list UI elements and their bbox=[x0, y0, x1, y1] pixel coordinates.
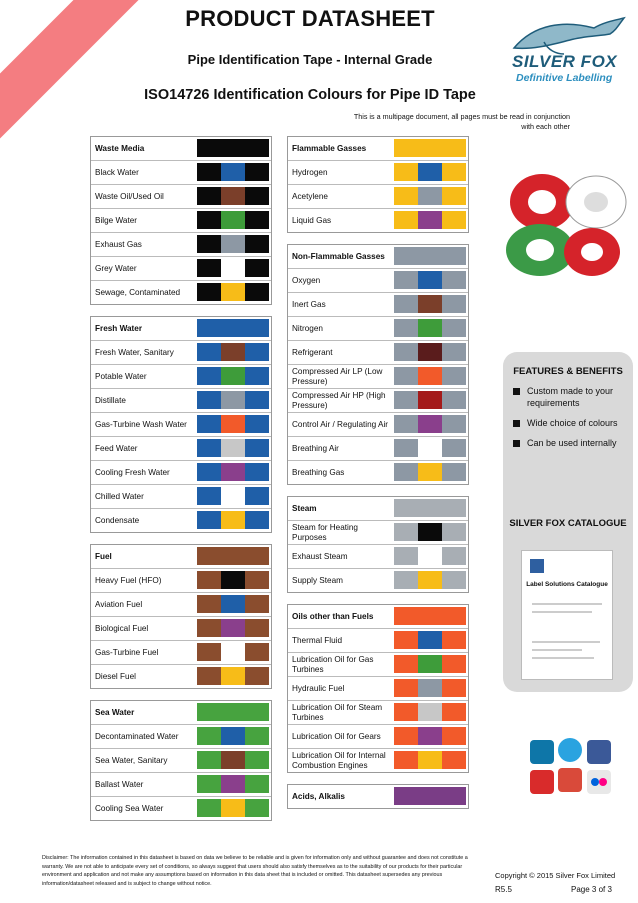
logo-brand: SILVER FOX bbox=[512, 52, 618, 71]
colour-code-swatch bbox=[197, 511, 269, 529]
colour-row bbox=[91, 209, 271, 233]
colour-code-swatch bbox=[394, 211, 466, 229]
colour-code-swatch bbox=[197, 463, 269, 481]
colour-row bbox=[288, 161, 468, 185]
section-title: Acids, Alkalis bbox=[292, 791, 345, 801]
colour-code-swatch bbox=[197, 799, 269, 817]
colour-row bbox=[91, 341, 271, 365]
media-label: Nitrogen bbox=[292, 323, 323, 333]
section-header-row bbox=[91, 545, 271, 569]
catalogue-cover-title: Label Solutions Catalogue bbox=[526, 581, 608, 588]
catalogue-text-line bbox=[532, 641, 600, 643]
colour-row bbox=[288, 701, 468, 725]
colour-row bbox=[288, 365, 468, 389]
media-label: Heavy Fuel (HFO) bbox=[95, 575, 162, 585]
twitter-icon[interactable] bbox=[558, 738, 582, 762]
section-title: Fuel bbox=[95, 551, 112, 561]
media-label: Black Water bbox=[95, 167, 139, 177]
media-label: Inert Gas bbox=[292, 299, 326, 309]
colour-code-swatch bbox=[394, 463, 466, 481]
colour-row bbox=[91, 185, 271, 209]
colour-code-swatch bbox=[394, 679, 466, 697]
left-colour-table bbox=[90, 136, 272, 832]
features-heading: FEATURES & BENEFITS bbox=[513, 366, 623, 377]
colour-section bbox=[287, 244, 469, 485]
tape-rolls-image bbox=[500, 150, 635, 290]
media-label: Hydraulic Fuel bbox=[292, 683, 345, 693]
colour-code-swatch bbox=[197, 391, 269, 409]
media-label: Lubrication Oil for Internal Combustion Engines bbox=[292, 751, 386, 770]
base-colour-swatch bbox=[394, 607, 466, 625]
section-title: Non-Flammable Gasses bbox=[292, 251, 385, 261]
colour-code-swatch bbox=[394, 391, 466, 409]
colour-code-swatch bbox=[197, 727, 269, 745]
media-label: Lubrication Oil for Steam Turbines bbox=[292, 703, 383, 722]
base-colour-swatch bbox=[197, 319, 269, 337]
media-label: Gas-Turbine Wash Water bbox=[95, 419, 187, 429]
googleplus-icon[interactable] bbox=[558, 768, 582, 792]
colour-section bbox=[90, 544, 272, 689]
media-label: Control Air / Regulating Air bbox=[292, 419, 389, 429]
colour-code-swatch bbox=[197, 667, 269, 685]
colour-code-swatch bbox=[197, 619, 269, 637]
colour-code-swatch bbox=[394, 703, 466, 721]
logo-tagline: Definitive Labelling bbox=[516, 72, 613, 84]
feature-item: Custom made to your requirements bbox=[513, 385, 631, 409]
media-label: Gas-Turbine Fuel bbox=[95, 647, 159, 657]
media-label: Lubrication Oil for Gears bbox=[292, 731, 381, 741]
colour-row bbox=[91, 161, 271, 185]
section-title: Oils other than Fuels bbox=[292, 611, 374, 621]
section-header-row bbox=[91, 317, 271, 341]
catalogue-text-line bbox=[532, 657, 594, 659]
base-colour-swatch bbox=[394, 499, 466, 517]
colour-code-swatch bbox=[197, 439, 269, 457]
section-title: Steam bbox=[292, 503, 317, 513]
colour-code-swatch bbox=[394, 727, 466, 745]
colour-code-swatch bbox=[394, 187, 466, 205]
media-label: Feed Water bbox=[95, 443, 138, 453]
catalogue-text-line bbox=[532, 611, 592, 613]
colour-code-swatch bbox=[394, 631, 466, 649]
colour-code-swatch bbox=[197, 283, 269, 301]
page-number: Page 3 of 3 bbox=[571, 885, 612, 894]
media-label: Compressed Air HP (High Pressure) bbox=[292, 391, 386, 410]
colour-row bbox=[288, 389, 468, 413]
colour-code-swatch bbox=[197, 211, 269, 229]
colour-section bbox=[287, 136, 469, 233]
colour-row bbox=[91, 617, 271, 641]
colour-row bbox=[91, 365, 271, 389]
section-title: Sea Water bbox=[95, 707, 135, 717]
colour-code-swatch bbox=[197, 775, 269, 793]
colour-code-swatch bbox=[197, 235, 269, 253]
page-subtitle: Pipe Identification Tape - Internal Grade bbox=[187, 52, 433, 67]
catalogue-title: SILVER FOX CATALOGUE bbox=[509, 518, 627, 529]
colour-code-swatch bbox=[197, 187, 269, 205]
media-label: Fresh Water, Sanitary bbox=[95, 347, 174, 357]
catalogue-cover-image[interactable] bbox=[521, 550, 613, 680]
colour-row bbox=[288, 629, 468, 653]
colour-code-swatch bbox=[197, 751, 269, 769]
media-label: Sewage, Contaminated bbox=[95, 287, 181, 297]
revision-text: R5.5 bbox=[495, 885, 512, 894]
colour-code-swatch bbox=[394, 271, 466, 289]
media-label: Exhaust Gas bbox=[95, 239, 142, 249]
section-header-row bbox=[288, 245, 468, 269]
colour-row bbox=[288, 677, 468, 701]
media-label: Compressed Air LP (Low Pressure) bbox=[292, 367, 383, 386]
media-label: Aviation Fuel bbox=[95, 599, 143, 609]
colour-row bbox=[91, 509, 271, 532]
colour-row bbox=[91, 233, 271, 257]
colour-code-swatch bbox=[197, 487, 269, 505]
colour-row bbox=[91, 773, 271, 797]
base-colour-swatch bbox=[394, 247, 466, 265]
section-title: Waste Media bbox=[95, 143, 145, 153]
colour-row bbox=[288, 317, 468, 341]
media-label: Bilge Water bbox=[95, 215, 138, 225]
media-label: Waste Oil/Used Oil bbox=[95, 191, 164, 201]
colour-row bbox=[91, 641, 271, 665]
colour-section bbox=[287, 496, 469, 593]
media-label: Potable Water bbox=[95, 371, 147, 381]
colour-row bbox=[91, 257, 271, 281]
colour-code-swatch bbox=[394, 367, 466, 385]
section-header-row bbox=[288, 137, 468, 161]
catalogue-text-line bbox=[532, 603, 602, 605]
colour-code-swatch bbox=[197, 571, 269, 589]
colour-code-swatch bbox=[197, 643, 269, 661]
colour-section bbox=[90, 316, 272, 533]
media-label: Ballast Water bbox=[95, 779, 144, 789]
media-label: Lubrication Oil for Gas Turbines bbox=[292, 655, 374, 674]
media-label: Biological Fuel bbox=[95, 623, 149, 633]
colour-row bbox=[91, 413, 271, 437]
colour-row bbox=[91, 749, 271, 773]
features-list bbox=[513, 385, 631, 457]
colour-row bbox=[288, 725, 468, 749]
section-header-row bbox=[91, 701, 271, 725]
colour-row bbox=[91, 281, 271, 304]
colour-row bbox=[91, 437, 271, 461]
colour-row bbox=[91, 485, 271, 509]
media-label: Grey Water bbox=[95, 263, 137, 273]
section-title: Fresh Water bbox=[95, 323, 143, 333]
multipage-note: This is a multipage document, all pages must be read in conjunction with each other bbox=[353, 112, 570, 131]
copyright-text: Copyright © 2015 Silver Fox Limited bbox=[495, 871, 616, 880]
media-label: Steam for Heating Purposes bbox=[292, 523, 358, 542]
colour-row bbox=[288, 269, 468, 293]
colour-code-swatch bbox=[394, 163, 466, 181]
disclaimer-text: Disclaimer: The information contained in this datasheet is based on data we believe to be reliable and is given for information only and without guarantee and does not constitute a warranty. We are not able to anticipate every set of conditions, so always suggest that users should also satisfy themselves as to the suitability of our products for their particular environment and application and not make any assumptions based on information in this data sheet that is included or omitted. This datasheet supersedes any previous information/datasheet released and is subject to change without notice. bbox=[42, 855, 468, 887]
colour-section bbox=[287, 784, 469, 809]
colour-code-swatch bbox=[197, 415, 269, 433]
colour-code-swatch bbox=[394, 295, 466, 313]
colour-row bbox=[288, 209, 468, 232]
flickr-dots-icon bbox=[587, 770, 611, 794]
colour-row bbox=[288, 437, 468, 461]
media-label: Exhaust Steam bbox=[292, 551, 348, 561]
colour-code-swatch bbox=[394, 655, 466, 673]
colour-code-swatch bbox=[394, 319, 466, 337]
colour-row bbox=[288, 413, 468, 437]
flickr-icon[interactable] bbox=[587, 770, 611, 794]
colour-section bbox=[287, 604, 469, 773]
colour-row bbox=[91, 593, 271, 617]
colour-row bbox=[288, 341, 468, 365]
colour-row bbox=[91, 665, 271, 688]
colour-row bbox=[91, 725, 271, 749]
silver-fox-logo bbox=[504, 14, 630, 98]
section-title: Flammable Gasses bbox=[292, 143, 367, 153]
media-label: Acetylene bbox=[292, 191, 328, 201]
colour-row bbox=[288, 521, 468, 545]
media-label: Chilled Water bbox=[95, 491, 144, 501]
colour-code-swatch bbox=[197, 163, 269, 181]
section-header-row bbox=[288, 497, 468, 521]
media-label: Distillate bbox=[95, 395, 126, 405]
colour-code-swatch bbox=[197, 595, 269, 613]
colour-row bbox=[288, 545, 468, 569]
section-header-row bbox=[91, 137, 271, 161]
media-label: Supply Steam bbox=[292, 575, 343, 585]
base-colour-swatch bbox=[197, 139, 269, 157]
colour-row bbox=[91, 461, 271, 485]
facebook-icon[interactable] bbox=[587, 740, 611, 764]
colour-row bbox=[288, 569, 468, 592]
colour-code-swatch bbox=[394, 523, 466, 541]
iso-heading: ISO14726 Identification Colours for Pipe ID Tape bbox=[144, 87, 476, 103]
colour-row bbox=[288, 653, 468, 677]
colour-row bbox=[288, 185, 468, 209]
colour-code-swatch bbox=[394, 439, 466, 457]
linkedin-icon[interactable] bbox=[530, 740, 554, 764]
media-label: Diesel Fuel bbox=[95, 671, 136, 681]
media-label: Breathing Air bbox=[292, 443, 339, 453]
catalogue-text-line bbox=[532, 649, 582, 651]
colour-code-swatch bbox=[197, 343, 269, 361]
media-label: Sea Water, Sanitary bbox=[95, 755, 168, 765]
colour-row bbox=[91, 797, 271, 820]
media-label: Oxygen bbox=[292, 275, 321, 285]
youtube-icon[interactable] bbox=[530, 770, 554, 794]
base-colour-swatch bbox=[197, 547, 269, 565]
section-header-row bbox=[288, 605, 468, 629]
media-label: Condensate bbox=[95, 515, 140, 525]
media-label: Cooling Fresh Water bbox=[95, 467, 170, 477]
features-panel bbox=[503, 352, 633, 692]
media-label: Hydrogen bbox=[292, 167, 328, 177]
right-colour-table bbox=[287, 136, 469, 820]
colour-code-swatch bbox=[394, 343, 466, 361]
base-colour-swatch bbox=[394, 787, 466, 805]
section-header-row bbox=[288, 785, 468, 808]
colour-row bbox=[91, 389, 271, 413]
colour-code-swatch bbox=[197, 259, 269, 277]
colour-section bbox=[90, 700, 272, 821]
feature-item: Can be used internally bbox=[513, 437, 631, 449]
colour-code-swatch bbox=[197, 367, 269, 385]
colour-code-swatch bbox=[394, 415, 466, 433]
colour-row bbox=[288, 461, 468, 484]
feature-item: Wide choice of colours bbox=[513, 417, 631, 429]
colour-row bbox=[288, 749, 468, 772]
colour-code-swatch bbox=[394, 547, 466, 565]
base-colour-swatch bbox=[197, 703, 269, 721]
media-label: Cooling Sea Water bbox=[95, 803, 164, 813]
media-label: Refrigerant bbox=[292, 347, 333, 357]
colour-code-swatch bbox=[394, 571, 466, 589]
media-label: Liquid Gas bbox=[292, 215, 332, 225]
page-title: PRODUCT DATASHEET bbox=[185, 6, 435, 31]
media-label: Thermal Fluid bbox=[292, 635, 343, 645]
media-label: Decontaminated Water bbox=[95, 731, 179, 741]
catalogue-logo-icon bbox=[530, 559, 544, 573]
colour-row bbox=[91, 569, 271, 593]
base-colour-swatch bbox=[394, 139, 466, 157]
media-label: Breathing Gas bbox=[292, 467, 345, 477]
colour-section bbox=[90, 136, 272, 305]
colour-row bbox=[288, 293, 468, 317]
colour-code-swatch bbox=[394, 751, 466, 769]
